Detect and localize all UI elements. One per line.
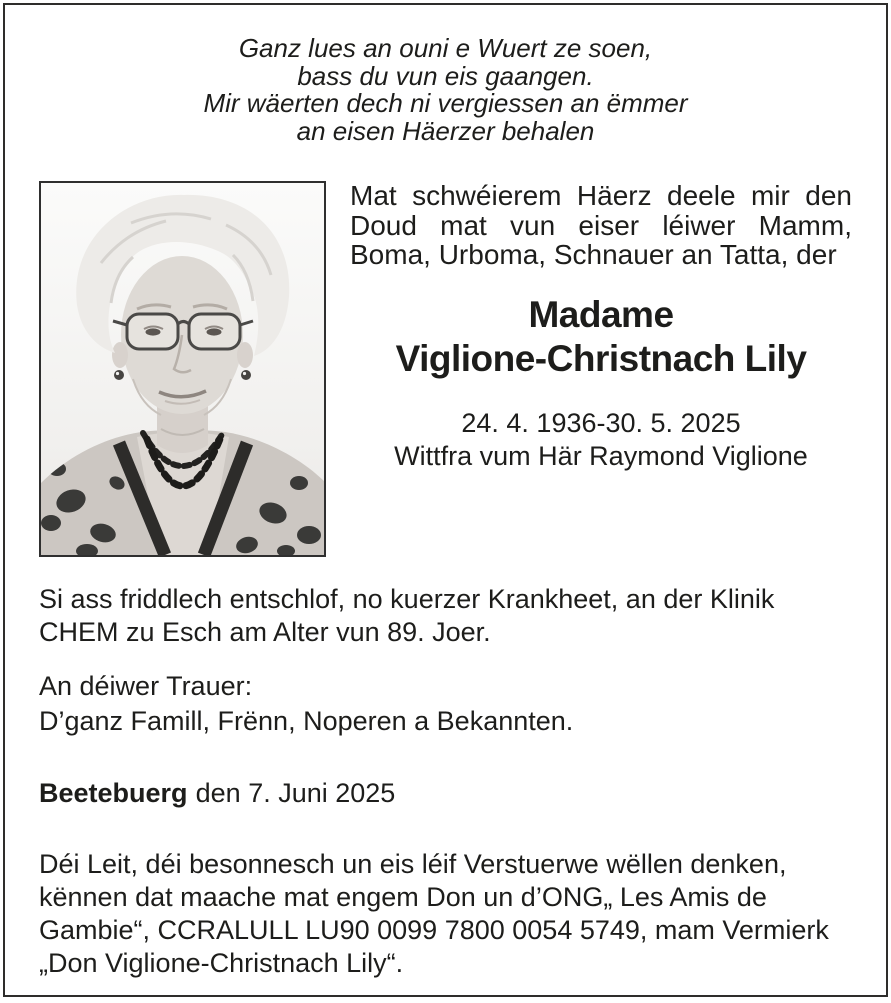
announcement-column (350, 181, 852, 557)
deceased-name-block (350, 293, 852, 381)
life-dates: 24. 4. 1936-30. 5. 2025 (461, 407, 741, 438)
mourning-label: An déiwer Trauer: (39, 671, 253, 701)
verse-line: Mir wäerten dech ni vergiessen an ëmmer (203, 88, 688, 118)
deceased-title: Madame (528, 293, 674, 335)
portrait-and-announcement-row (39, 181, 852, 557)
verse-line: an eisen Häerzer behalen (296, 115, 595, 146)
verse-line: Ganz lues an ouni e Wuert ze soen, (238, 33, 653, 63)
portrait-photo (39, 181, 326, 557)
mourning-block (39, 669, 852, 739)
memorial-verse (39, 35, 852, 145)
portrait-illustration (41, 183, 324, 555)
announcement-intro: Mat schwéierem Häerz deele mir den Doud mat vun eiser léiwer Mamm, Boma, Urboma, Schnauer an Tatta, der (350, 180, 852, 270)
mourners-line: D’ganz Famill, Frënn, Noperen a Bekannten. (39, 706, 574, 736)
notice-date: den 7. Juni 2025 (195, 778, 396, 808)
dates-block (350, 407, 852, 473)
donation-instructions: Déi Leit, déi besonnesch un eis léif Verstuerwe wëllen denken, kënnen dat maache mat engem Don un d’ONG„ Les Amis de Gambie“, CCRALULL LU90 0099 7800 0054 5749, mam Vermierk „Don Viglione-Christnach Lily“. (39, 849, 829, 978)
place-name: Beetebuerg (39, 778, 188, 808)
verse-line: bass du vun eis gaangen. (297, 60, 594, 91)
death-notice (3, 3, 888, 997)
death-circumstances: Si ass friddlech entschlof, no kuerzer Krankheet, an der Klinik CHEM zu Esch am Alter vun 89. Joer. (39, 584, 775, 647)
deceased-name: Viglione-Christnach Lily (395, 337, 807, 379)
relation-line: Wittfra vum Här Raymond Viglione (394, 440, 808, 471)
place-date-line (39, 777, 852, 810)
